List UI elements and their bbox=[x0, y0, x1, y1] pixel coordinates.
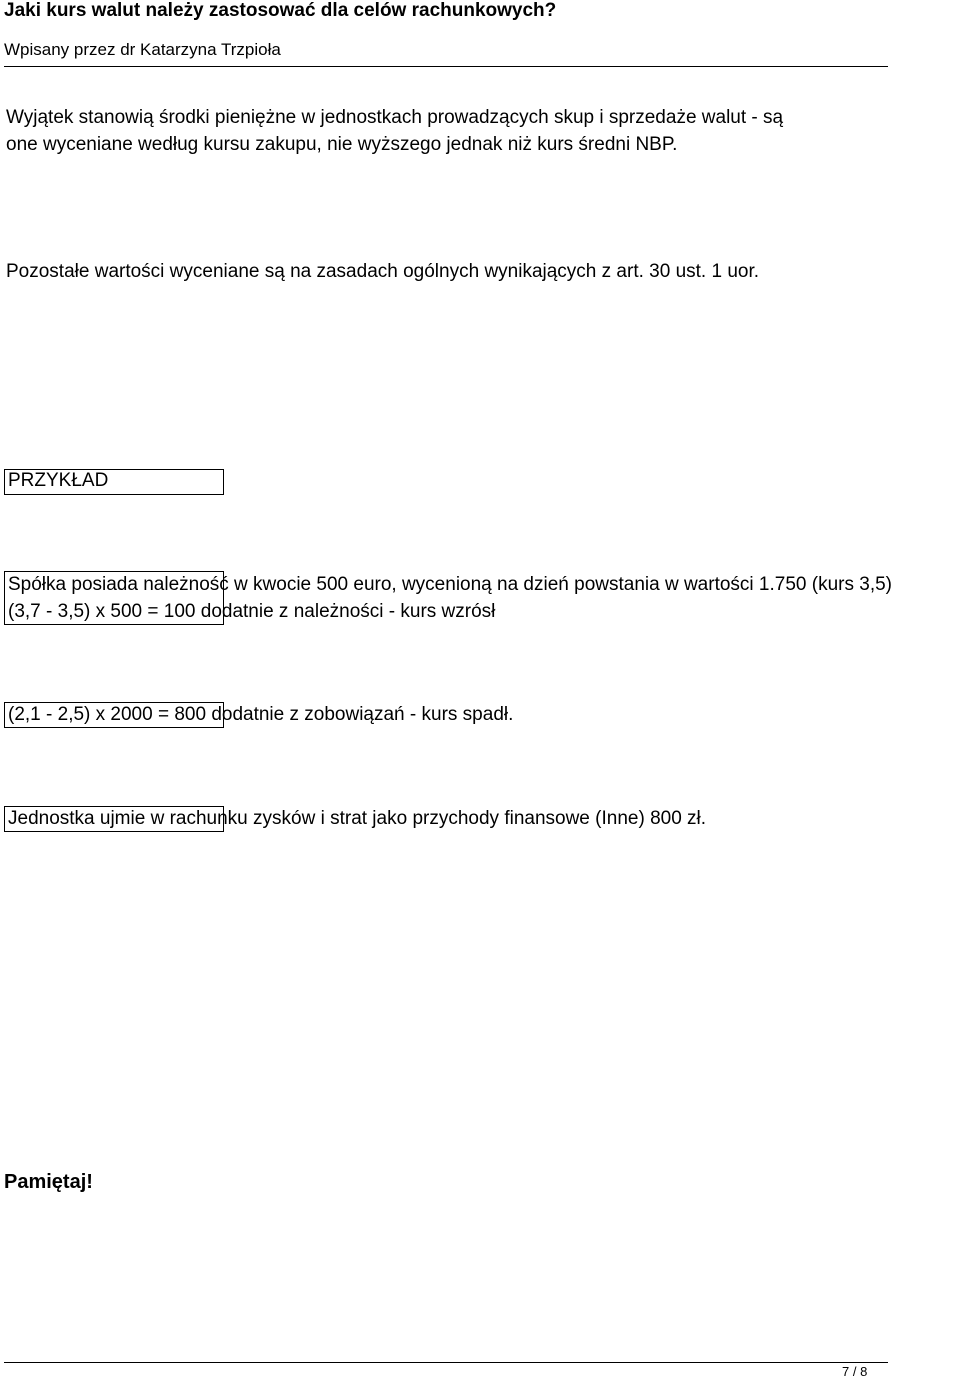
example-line-1: Spółka posiada należność w kwocie 500 euro, wycenioną na dzień powstania w wartości 1.750 (kurs 3,5) bbox=[8, 574, 892, 595]
page-number: 7 / 8 bbox=[842, 1364, 868, 1379]
example-line-4: Jednostka ujmie w rachunku zysków i strat jako przychody finansowe (Inne) 800 zł. bbox=[8, 808, 707, 829]
example-line-2: (3,7 - 3,5) x 500 = 100 dodatnie z należności - kurs wzrósł bbox=[8, 601, 496, 622]
paragraph-exception-line-1: Wyjątek stanowią środki pieniężne w jednostkach prowadzących skup i sprzedaże walut - są bbox=[6, 107, 784, 128]
author-line: Wpisany przez dr Katarzyna Trzpioła bbox=[4, 40, 281, 59]
paragraph-other-values: Pozostałe wartości wyceniane są na zasadach ogólnych wynikających z art. 30 ust. 1 uor. bbox=[6, 261, 760, 282]
paragraph-exception bbox=[6, 104, 783, 158]
example-line-3: (2,1 - 2,5) x 2000 = 800 dodatnie z zobowiązań - kurs spadł. bbox=[8, 704, 514, 725]
header-divider bbox=[4, 66, 888, 67]
reminder-heading: Pamiętaj! bbox=[4, 1171, 93, 1193]
footer-divider bbox=[4, 1362, 888, 1363]
paragraph-exception-line-2: one wyceniane według kursu zakupu, nie wyższego jednak niż kurs średni NBP. bbox=[6, 134, 678, 155]
document-title: Jaki kurs walut należy zastosować dla celów rachunkowych? bbox=[4, 0, 557, 21]
example-label: PRZYKŁAD bbox=[8, 470, 109, 491]
